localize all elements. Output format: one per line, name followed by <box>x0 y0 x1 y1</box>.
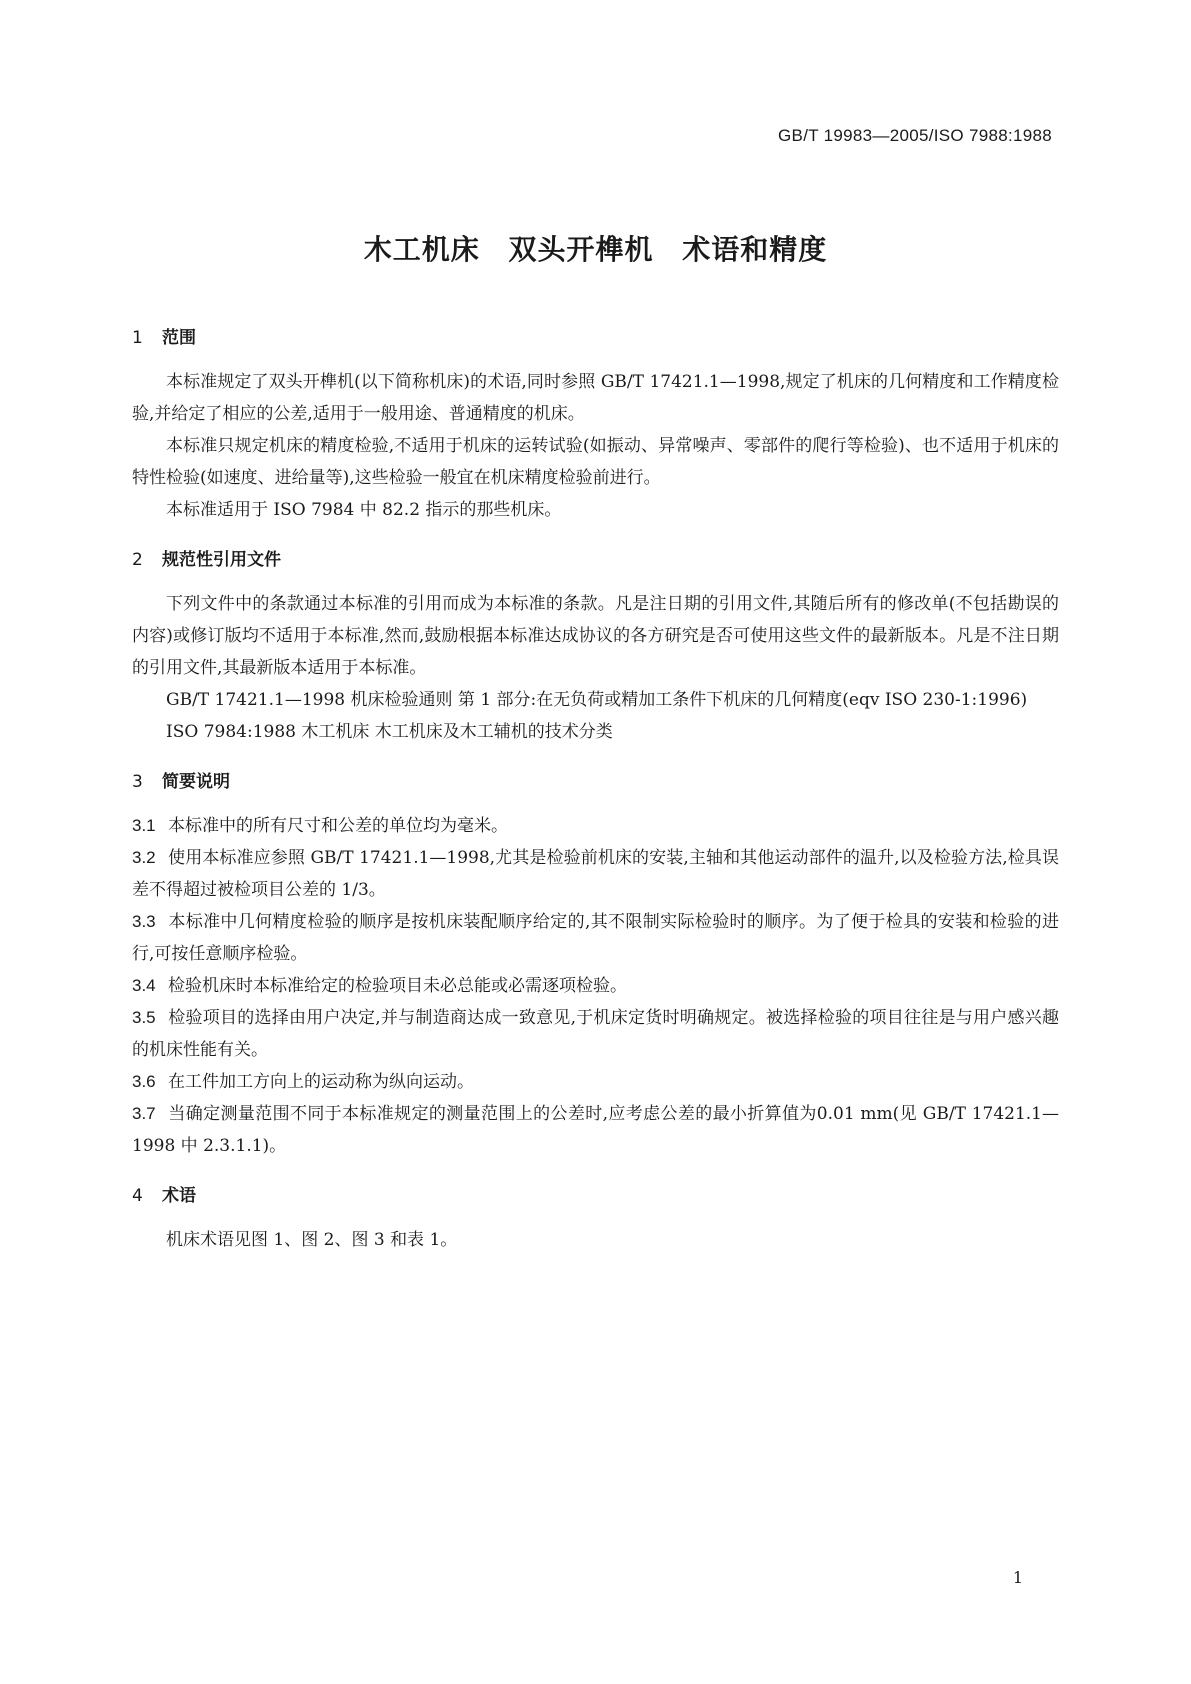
clause-text: 本标准中几何精度检验的顺序是按机床装配顺序给定的,其不限制实际检验时的顺序。为了便于检具的安装和检验的进行,可按任意顺序检验。 <box>132 912 1059 964</box>
paragraph: 本标准只规定机床的精度检验,不适用于机床的运转试验(如振动、异常噪声、零部件的爬行等检验)、也不适用于机床的特性检验(如速度、进给量等),这些检验一般宜在机床精度检验前进行。 <box>132 436 1059 488</box>
clause <box>132 1066 1059 1098</box>
section-number: 4 <box>132 1186 143 1206</box>
section-title: 简要说明 <box>162 772 230 792</box>
paragraph: 机床术语见图 1、图 2、图 3 和表 1。 <box>166 1230 458 1250</box>
clause-text: 检验项目的选择由用户决定,并与制造商达成一致意见,于机床定货时明确规定。被选择检验的项目往往是与用户感兴趣的机床性能有关。 <box>132 1008 1059 1060</box>
paragraph: 本标准适用于 ISO 7984 中 82.2 指示的那些机床。 <box>166 500 562 520</box>
clause <box>132 906 1059 970</box>
section-heading-scope <box>132 322 1059 354</box>
document-title: 木工机床 双头开榫机 术语和精度 <box>363 233 828 266</box>
section-title: 术语 <box>162 1186 196 1206</box>
page-number: 1 <box>1012 1568 1023 1587</box>
clause-number: 3.3 <box>132 912 156 931</box>
section-title: 规范性引用文件 <box>162 550 281 570</box>
clause-text: 本标准中的所有尺寸和公差的单位均为毫米。 <box>168 816 508 836</box>
clause <box>132 1002 1059 1066</box>
clause-text: 在工件加工方向上的运动称为纵向运动。 <box>168 1072 474 1092</box>
clause-text: 检验机床时本标准给定的检验项目未必总能或必需逐项检验。 <box>168 976 627 996</box>
clause <box>132 970 1059 1002</box>
reference-entry: ISO 7984:1988 木工机床 木工机床及木工辅机的技术分类 <box>166 722 613 742</box>
section-number: 3 <box>132 772 143 792</box>
clause-number: 3.6 <box>132 1072 156 1091</box>
section-title: 范围 <box>162 328 196 348</box>
clause-text: 使用本标准应参照 GB/T 17421.1—1998,尤其是检验前机床的安装,主轴和其他运动部件的温升,以及检验方法,检具误差不得超过被检项目公差的 1/3。 <box>132 848 1059 900</box>
section-heading-terms <box>132 1180 1059 1212</box>
clause <box>132 1098 1059 1162</box>
paragraph: 下列文件中的条款通过本标准的引用而成为本标准的条款。凡是注日期的引用文件,其随后所有的修改单(不包括勘误的内容)或修订版均不适用于本标准,然而,鼓励根据本标准达成协议的各方研究是否可使用这些文件的最新版本。凡是不注日期的引用文件,其最新版本适用于本标准。 <box>132 594 1059 678</box>
reference-entry: GB/T 17421.1—1998 机床检验通则 第 1 部分:在无负荷或精加工条件下机床的几何精度(eqv ISO 230-1:1996) <box>166 690 1028 710</box>
standard-number-header: GB/T 19983—2005/ISO 7988:1988 <box>778 126 1052 145</box>
clause-number: 3.5 <box>132 1008 156 1027</box>
clause <box>132 842 1059 906</box>
section-number: 1 <box>132 328 143 348</box>
section-heading-general-remarks <box>132 766 1059 798</box>
section-number: 2 <box>132 550 143 570</box>
clause-number: 3.7 <box>132 1104 156 1123</box>
clause-number: 3.1 <box>132 816 156 835</box>
clause-text: 当确定测量范围不同于本标准规定的测量范围上的公差时,应考虑公差的最小折算值为0.01 mm(见 GB/T 17421.1—1998 中 2.3.1.1)。 <box>132 1104 1059 1156</box>
clause-number: 3.4 <box>132 976 156 995</box>
clause <box>132 810 1059 842</box>
document-body <box>132 322 1059 1256</box>
paragraph: 本标准规定了双头开榫机(以下简称机床)的术语,同时参照 GB/T 17421.1—1998,规定了机床的几何精度和工作精度检验,并给定了相应的公差,适用于一般用途、普通精度的机床。 <box>132 372 1059 424</box>
section-heading-normative-references <box>132 544 1059 576</box>
clause-number: 3.2 <box>132 848 156 867</box>
